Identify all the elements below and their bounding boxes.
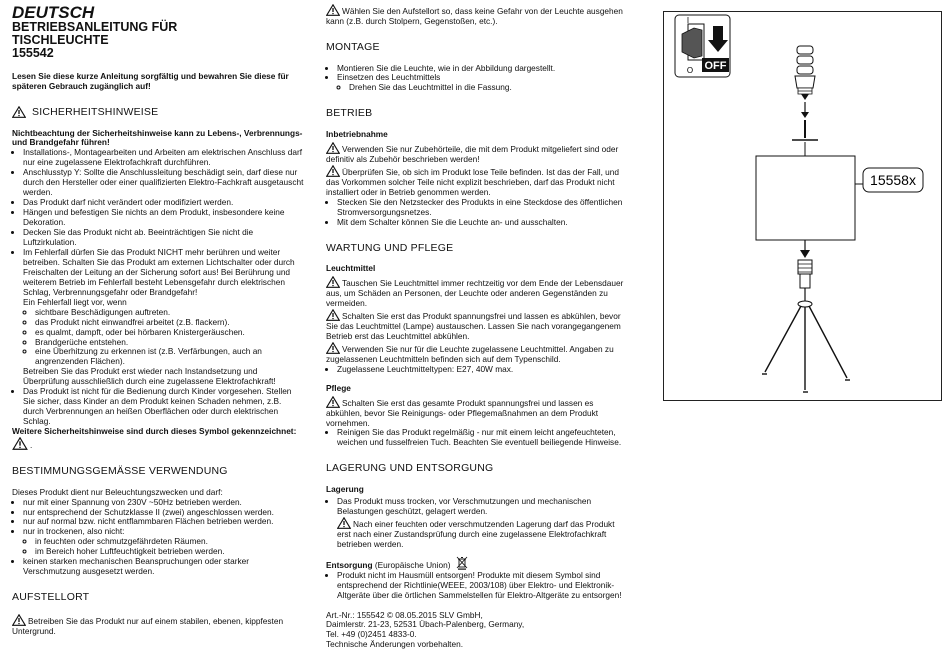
disposal-note: (Europäische Union) <box>374 559 451 570</box>
disposal-list <box>326 571 630 601</box>
list-item: • Anschlusstyp Y: Sollte die Anschlussleitung beschädigt sein, darf diese nur durch den Hersteller oder einer qualifizierten Elektro-Fachkraft ausgetauscht werden. <box>23 168 304 198</box>
maintenance-warning-4 <box>326 396 630 429</box>
intro-text: Lesen Sie diese kurze Anleitung sorgfältig und bewahren Sie diese für späteren Gebrauch zugänglich auf! <box>12 71 289 91</box>
warning-icon <box>12 614 26 626</box>
column-middle <box>326 4 630 650</box>
list-item: • Decken Sie das Produkt nicht ab. Beeinträchtigen Sie nicht die Luftzirkulation. <box>23 228 304 248</box>
warning-icon <box>12 437 28 450</box>
list-item: • Mit dem Schalter können Sie die Leuchte an- und ausschalten. <box>337 218 630 228</box>
maintenance-warning-1-text: Tauschen Sie Leuchtmittel immer rechtzeitig vor dem Ende der Lebensdauer aus, um Schäden an Personen, der Leuchte oder anderen Gegenständen zu vermeiden. <box>326 278 624 308</box>
usage-list <box>12 498 304 578</box>
bulb-icon <box>795 46 815 118</box>
symbol-line <box>12 437 304 451</box>
list-item: • Montieren Sie die Leuchte, wie in der Abbildung dargestellt. <box>337 64 630 74</box>
warning-icon <box>326 4 340 16</box>
storage-warning-text: Nach einer feuchten oder verschmutzenden Lagerung darf das Produkt erst nach einer Zustandsprüfung durch eine zugelassene Elektrofachkraft betrieben werden. <box>337 518 615 549</box>
assembly-diagram <box>663 11 942 401</box>
storage-warning <box>326 517 630 550</box>
switch-off-label: OFF <box>704 60 727 72</box>
list-item: • Das Produkt darf nicht verändert oder modifiziert werden. <box>23 198 304 208</box>
location-text-1 <box>12 614 304 637</box>
title-line-2: TISCHLEUCHTE <box>12 33 109 47</box>
list-item: • Installations-, Montagearbeiten und Arbeiten am elektrischen Anschluss darf nur eine zugelassene Elektrofachkraft durchführen. <box>23 148 304 168</box>
bulb-list <box>326 365 630 375</box>
maintenance-warning-1 <box>326 276 630 309</box>
usage-dry-text: nur in trockenen, also nicht: <box>23 526 125 537</box>
warning-icon <box>12 106 26 118</box>
operation-warning-2 <box>326 165 630 198</box>
location-text-1-content: Betreiben Sie das Produkt nur auf einem stabilen, ebenen, kippfesten Untergrund. <box>12 615 284 636</box>
operation-warning-1-text: Verwenden Sie nur Zubehörteile, die mit dem Produkt mitgeliefert sind oder definitiv als Zubehör beschrieben werden! <box>326 143 619 164</box>
warning-icon <box>326 276 340 288</box>
warning-icon <box>326 396 340 408</box>
list-item: • Das Produkt ist nicht für die Bedienung durch Kinder vorgesehen. Stellen Sie sicher, dass Kinder an dem Produkt keinen Schaden nehmen, z.B. durch Verbrennungen an heißen Oberflächen oder durch elektrischen Schlag. <box>23 387 304 427</box>
list-item: • Zugelassene Leuchtmitteltypen: E27, 40W max. <box>337 365 630 375</box>
list-item: ◦ das Produkt nicht einwandfrei arbeitet (z.B. flackern). <box>35 318 304 328</box>
storage-heading: LAGERUNG UND ENTSORGUNG <box>326 462 494 475</box>
usage-lead: Dieses Produkt dient nur Beleuchtungszwecken und darf: <box>12 486 223 497</box>
operation-warning-2-text: Überprüfen Sie, ob sich im Produkt lose Teile befinden. Ist das der Fall, und das Vorkommen solcher Teile nicht explizit beschrieben, darf das Produkt nicht installiert oder in Betrieb genommen werden. <box>326 166 620 197</box>
list-item: ◦ in feuchten oder schmutzgefährdeten Räumen. <box>35 537 304 547</box>
list-item: • Das Produkt muss trocken, vor Verschmutzungen und mechanischen Belastungen geschützt, gelagert werden. <box>337 497 630 517</box>
operation-subheading: Inbetriebnahme <box>326 128 388 139</box>
list-item: ◦ eine Überhitzung zu erkennen ist (z.B. Verfärbungen, auch an angrenzenden Flächen). <box>35 347 304 367</box>
lamp-socket <box>798 260 812 288</box>
operation-list <box>326 198 630 228</box>
assembly-list <box>326 64 630 94</box>
list-item: ◦ im Bereich hoher Luftfeuchtigkeit betrieben werden. <box>35 547 304 557</box>
list-item: • nur entsprechend der Schutzklasse II (zwei) angeschlossen werden. <box>23 508 304 518</box>
maintenance-heading: WARTUNG UND PFLEGE <box>326 241 454 254</box>
fault-list <box>23 308 304 368</box>
assembly-bulb-text: Einsetzen des Leuchtmittels <box>337 72 441 83</box>
operation-heading: BETRIEB <box>326 107 373 120</box>
list-item: ◦ Brandgerüche entstehen. <box>35 338 304 348</box>
list-item: • nur mit einer Spannung von 230V ~50Hz betrieben werden. <box>23 498 304 508</box>
article-number: 155542 <box>12 46 54 60</box>
warning-icon <box>337 517 351 529</box>
imprint <box>326 611 630 651</box>
warning-icon <box>326 342 340 354</box>
location-text-2 <box>326 4 630 27</box>
maintenance-warning-2-text: Schalten Sie erst das Produkt spannungsfrei und lassen es abkühlen, bevor Sie das Leuchtmittel (Lampe) austauschen. Lassen Sie nach vorangegangenem Betrieb erst das Leuchtmittel abkühlen. <box>326 310 621 341</box>
safety-heading <box>12 106 304 119</box>
warning-icon <box>326 309 340 321</box>
storage-subheading: Lagerung <box>326 483 364 494</box>
location-text-2-content: Wählen Sie den Aufstellort so, dass keine Gefahr von der Leuchte ausgehen kann (z.B. durch Stolpern, Gegenstoßen, etc.). <box>326 6 623 26</box>
tripod-base <box>762 288 850 392</box>
safety-list <box>12 148 304 427</box>
list-item <box>337 73 630 93</box>
fault-intro: Ein Fehlerfall liegt vor, wenn <box>23 296 127 307</box>
list-item: ◦ Drehen Sie das Leuchtmittel in die Fassung. <box>349 83 630 93</box>
list-item: • Stecken Sie den Netzstecker des Produkts in eine Steckdose des öffentlichen Stromversorgungsnetzes. <box>337 198 630 218</box>
language-heading: DEUTSCH <box>12 3 95 22</box>
storage-list <box>326 497 630 517</box>
imprint-line: Tel. +49 (0)2451 4833-0. <box>326 629 417 640</box>
assembly-heading: MONTAGE <box>326 40 380 53</box>
safety-heading-text: SICHERHEITSHINWEISE <box>32 105 159 118</box>
imprint-line: Daimlerstr. 21-23, 52531 Übach-Palenberg, Germany, <box>326 619 525 630</box>
operation-warning-1 <box>326 142 630 165</box>
safety-lead: Nichtbeachtung der Sicherheitshinweise kann zu Lebens-, Verbrennungs- und Brandgefahr führen! <box>12 127 303 148</box>
weee-bin-icon <box>456 556 468 570</box>
title-line-1: BETRIEBSANLEITUNG FÜR <box>12 20 178 34</box>
maintenance-warning-3 <box>326 342 630 365</box>
warning-icon <box>326 142 340 154</box>
maintenance-warning-2 <box>326 309 630 342</box>
maintenance-subheading-bulb: Leuchtmittel <box>326 263 376 274</box>
warning-icon <box>326 165 340 177</box>
list-item: ◦ es qualmt, dampft, oder bei hörbaren Knistergeräuschen. <box>35 328 304 338</box>
list-item: ◦ sichtbare Beschädigungen auftreten. <box>35 308 304 318</box>
switch-icon <box>675 15 730 77</box>
column-left <box>12 4 304 637</box>
list-item: • Reinigen Sie das Produkt regelmäßig - nur mit einem leicht angefeuchteten, weichen und fusselfreien Tuch. Beachten Sie eventuell beiliegende Hinweise. <box>337 428 630 448</box>
list-item <box>23 527 304 557</box>
imprint-line: Art.-Nr.: 155542 © 08.05.2015 SLV GmbH, <box>326 609 483 620</box>
lamp-drawing <box>664 12 941 400</box>
symbol-dot: . <box>30 440 33 451</box>
assembly-sublist <box>337 83 630 93</box>
usage-heading: BESTIMMUNGSGEMÄSSE VERWENDUNG <box>12 465 228 477</box>
usage-sublist <box>23 537 304 557</box>
disposal-heading <box>326 556 630 571</box>
imprint-line: Technische Änderungen vorbehalten. <box>326 639 463 650</box>
part-label: 15558x <box>870 172 916 188</box>
fault-text: Im Fehlerfall dürfen Sie das Produkt NICHT mehr berühren und weiter betreiben. Schalten Sie das Produkt am externen Lichtschalter oder durch Freischalten der Leitung an der Sicherung sofort aus! Bei Berührung und weiterem Betrieb im Fehlerfall besteht Lebensgefahr durch elektrischen Schlag, Verbrennungsgefahr oder Brandgefahr! <box>23 246 295 297</box>
fault-outro: Betreiben Sie das Produkt erst wieder nach Instandsetzung und Überprüfung ausschließlich durch eine zugelassene Elektrofachkraft! <box>23 366 276 387</box>
list-item: • Hängen und befestigen Sie nichts an dem Produkt, insbesondere keine Dekoration. <box>23 208 304 228</box>
switch-on-mark: I <box>686 16 690 25</box>
list-item: • nur auf normal bzw. nicht entflammbaren Flächen betrieben werden. <box>23 517 304 527</box>
list-item: • keinen starken mechanischen Beanspruchungen oder starker Verschmutzung ausgesetzt werden. <box>23 557 304 577</box>
switch-off-mark: O <box>686 66 694 75</box>
lamp-shade <box>756 156 855 240</box>
list-item: • Produkt nicht im Hausmüll entsorgen! Produkte mit diesem Symbol sind entsprechend der Richtlinie(WEEE, 2003/108) über Elektro- und Elektronik-Altgeräte über die örtlichen Sammelstellen für Elektro-Altgeräte zu entsorgen! <box>337 571 630 601</box>
more-safety-note: Weitere Sicherheitshinweise sind durch dieses Symbol gekennzeichnet: <box>12 426 297 437</box>
disposal-title: Entsorgung <box>326 559 373 570</box>
care-list <box>326 428 630 448</box>
maintenance-warning-4-text: Schalten Sie erst das gesamte Produkt spannungsfrei und lassen es abkühlen, bevor Sie Reinigungs- oder Pflegemaßnahmen an dem Produkt vornehmen. <box>326 397 599 428</box>
list-item <box>23 248 304 387</box>
location-heading: AUFSTELLORT <box>12 591 90 604</box>
maintenance-subheading-care: Pflege <box>326 382 351 393</box>
maintenance-warning-3-text: Verwenden Sie nur für die Leuchte zugelassene Leuchtmittel. Angaben zu zugelassenen Leuchtmitteln befinden sich auf dem Typenschild. <box>326 343 614 364</box>
